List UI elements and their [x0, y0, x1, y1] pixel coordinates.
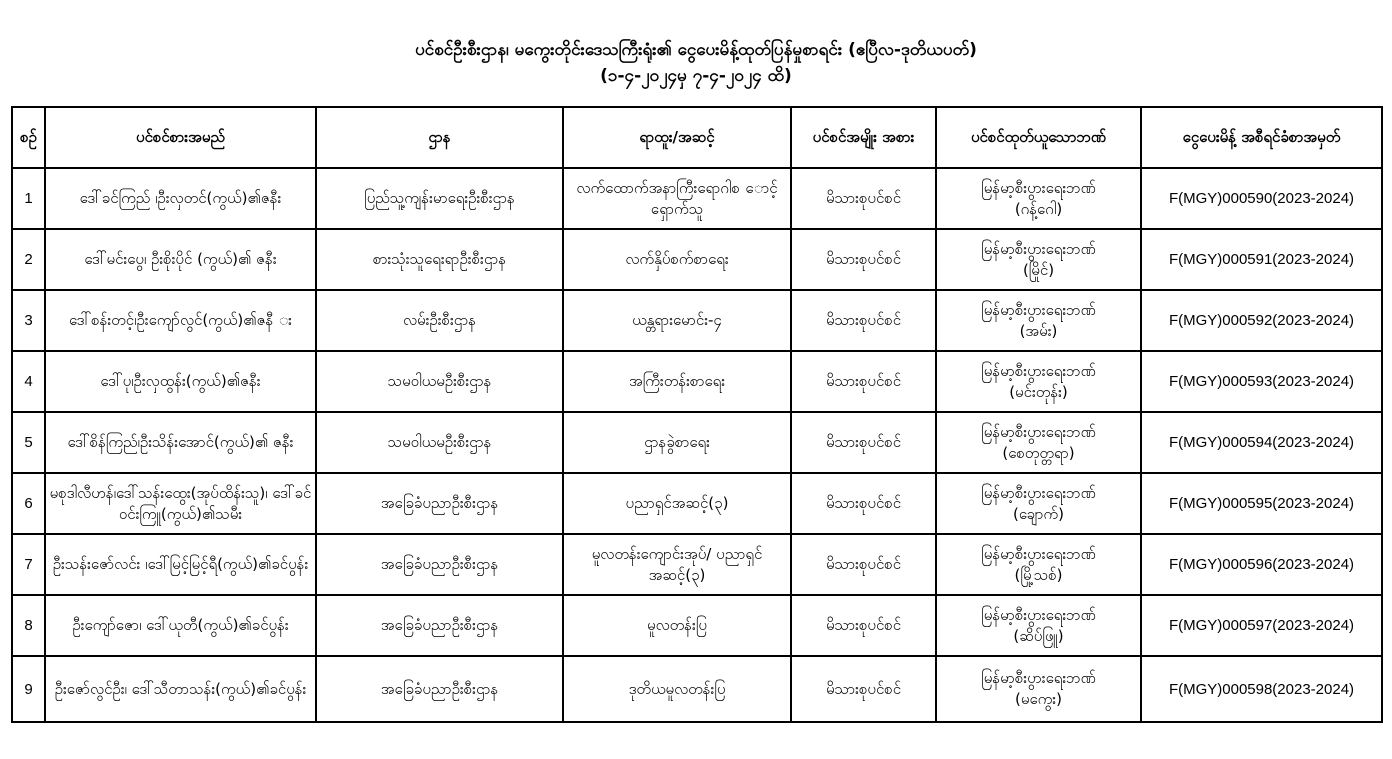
cell-rank: ယန္တရားမောင်း-၄: [563, 290, 791, 351]
header-pension-type: ပင်စင်အမျိုး အစား: [791, 107, 936, 168]
cell-rank: ဌာနခွဲစာရေး: [563, 412, 791, 473]
cell-rank: မူလတန်းပြ: [563, 595, 791, 656]
cell-pension-type: မိသားစုပင်စင်: [791, 229, 936, 290]
table-row: [12, 351, 1382, 412]
table-row: [12, 168, 1382, 229]
cell-rank: ပညာရှင်အဆင့်(၃): [563, 473, 791, 534]
cell-pension-type: မိသားစုပင်စင်: [791, 595, 936, 656]
cell-order-number: F(MGY)000590(2023-2024): [1141, 168, 1382, 229]
cell-bank: [936, 168, 1141, 229]
document-title-line-2: (၁-၄-၂၀၂၄မှ ၇-၄-၂၀၂၄ ထိ): [600, 66, 792, 86]
bank-branch: (မင်းတုန်း): [1009, 382, 1068, 401]
cell-rank: ဒုတိယမူလတန်းပြ: [563, 656, 791, 722]
bank-branch: (မြိုင်): [1022, 260, 1055, 279]
cell-serial: 5: [12, 412, 45, 473]
cell-pensioner-name: ဒေါ်ပု၊ဦးလှထွန်း(ကွယ်)၏ဇနီး: [45, 351, 316, 412]
cell-department: လမ်းဦးစီးဌာန: [316, 290, 563, 351]
header-department: ဌာန: [316, 107, 563, 168]
cell-bank: [936, 229, 1141, 290]
cell-department: အခြေခံပညာဦးစီးဌာန: [316, 534, 563, 595]
table-row: [12, 290, 1382, 351]
cell-pension-type: မိသားစုပင်စင်: [791, 351, 936, 412]
header-bank: ပင်စင်ထုတ်ယူသောဘဏ်: [936, 107, 1141, 168]
cell-order-number: F(MGY)000595(2023-2024): [1141, 473, 1382, 534]
bank-name: မြန်မာ့စီးပွားရေးဘဏ်: [981, 669, 1096, 687]
pension-order-table: [11, 106, 1383, 723]
cell-serial: 8: [12, 595, 45, 656]
bank-branch: (ချောက်): [1013, 504, 1064, 523]
cell-department: အခြေခံပညာဦးစီးဌာန: [316, 473, 563, 534]
cell-pension-type: မိသားစုပင်စင်: [791, 656, 936, 722]
cell-bank: [936, 534, 1141, 595]
cell-department: သမဝါယမဦးစီးဌာန: [316, 351, 563, 412]
cell-pensioner-name: ဦးသန်းဇော်လင်း ၊ဒေါ်မြင့်မြင့်ရီ(ကွယ်)၏ခင်ပွန်း: [45, 534, 316, 595]
table-row: [12, 473, 1382, 534]
table-header-row: [12, 107, 1382, 168]
cell-pensioner-name: ဒေါ်စန်းတင့်၊ဦးကျော်လွင်(ကွယ်)၏ဇနီ း: [45, 290, 316, 351]
cell-bank: [936, 351, 1141, 412]
cell-order-number: F(MGY)000597(2023-2024): [1141, 595, 1382, 656]
document-title: [0, 37, 1392, 89]
cell-serial: 6: [12, 473, 45, 534]
cell-department: သမဝါယမဦးစီးဌာန: [316, 412, 563, 473]
cell-pension-type: မိသားစုပင်စင်: [791, 290, 936, 351]
cell-pensioner-name: ဒေါ်စိန်ကြည်၊ဦးသိန်းအောင်(ကွယ်)၏ ဇနီး: [45, 412, 316, 473]
table-row: [12, 595, 1382, 656]
bank-branch: (ဆိပ်ဖြူ): [1013, 626, 1064, 645]
table-row: [12, 534, 1382, 595]
cell-department: အခြေခံပညာဦးစီးဌာန: [316, 595, 563, 656]
cell-serial: 2: [12, 229, 45, 290]
bank-branch: (မကွေး): [1015, 690, 1062, 708]
cell-order-number: F(MGY)000591(2023-2024): [1141, 229, 1382, 290]
bank-name: မြန်မာ့စီးပွားရေးဘဏ်: [981, 605, 1096, 624]
table-row: [12, 412, 1382, 473]
table-row: [12, 229, 1382, 290]
cell-serial: 3: [12, 290, 45, 351]
cell-rank: လက်နှိပ်စက်စာရေး: [563, 229, 791, 290]
bank-branch: (မြို့သစ်): [1014, 565, 1063, 584]
bank-name: မြန်မာ့စီးပွားရေးဘဏ်: [981, 361, 1096, 380]
cell-rank: မူလတန်းကျောင်းအုပ်/ ပညာရှင်အဆင့်(၃): [563, 534, 791, 595]
cell-department: အခြေခံပညာဦးစီးဌာန: [316, 656, 563, 722]
cell-rank: အကြီးတန်းစာရေး: [563, 351, 791, 412]
cell-bank: [936, 656, 1141, 722]
header-order-number: ငွေပေးမိန့် အစီရင်ခံစာအမှတ်: [1141, 107, 1382, 168]
cell-pensioner-name: ဒေါ်ခင်ကြည် ၊ဦးလှတင်(ကွယ်)၏ဇနီး: [45, 168, 316, 229]
bank-branch: (အမ်း): [1019, 321, 1058, 340]
cell-order-number: F(MGY)000592(2023-2024): [1141, 290, 1382, 351]
cell-order-number: F(MGY)000596(2023-2024): [1141, 534, 1382, 595]
cell-order-number: F(MGY)000593(2023-2024): [1141, 351, 1382, 412]
cell-pension-type: မိသားစုပင်စင်: [791, 534, 936, 595]
document-title-line-1: ပင်စင်ဦးစီးဌာန၊ မကွေးတိုင်းဒေသကြီးရုံး၏ ငွေပေးမိန့်ထုတ်ပြန်မှုစာရင်း (ဧပြီလ-ဒုတိယပတ်): [415, 40, 977, 60]
table-body: [12, 168, 1382, 722]
bank-name: မြန်မာ့စီးပွားရေးဘဏ်: [981, 300, 1096, 319]
cell-pensioner-name: မစုဒါလီဟန်၊ဒေါ်သန်းထွေး(အုပ်ထိန်းသူ)၊ ဒေါ်ခင်ဝင်းကြူ(ကွယ်)၏သမီး: [45, 473, 316, 534]
cell-bank: [936, 412, 1141, 473]
bank-name: မြန်မာ့စီးပွားရေးဘဏ်: [981, 239, 1096, 258]
cell-pension-type: မိသားစုပင်စင်: [791, 473, 936, 534]
cell-bank: [936, 595, 1141, 656]
cell-pensioner-name: ဒေါ်မင်းပွေ၊ ဦးစိုးပိုင် (ကွယ်)၏ ဇနီး: [45, 229, 316, 290]
cell-rank: လက်ထောက်အနာကြီးရောဂါစ ောင့်ရှောက်သူ: [563, 168, 791, 229]
header-serial: စဉ်: [12, 107, 45, 168]
cell-order-number: F(MGY)000594(2023-2024): [1141, 412, 1382, 473]
bank-name: မြန်မာ့စီးပွားရေးဘဏ်: [981, 544, 1096, 563]
bank-name: မြန်မာ့စီးပွားရေးဘဏ်: [981, 178, 1096, 197]
cell-pension-type: မိသားစုပင်စင်: [791, 168, 936, 229]
bank-name: မြန်မာ့စီးပွားရေးဘဏ်: [981, 422, 1096, 441]
cell-serial: 4: [12, 351, 45, 412]
table-row: [12, 656, 1382, 722]
bank-branch: (ဂန့်ဂေါ): [1014, 199, 1063, 218]
cell-department: စားသုံးသူရေးရာဦးစီးဌာန: [316, 229, 563, 290]
cell-department: ပြည်သူ့ကျန်းမာရေးဦးစီးဌာန: [316, 168, 563, 229]
bank-branch: (စေတုတ္တရာ): [1002, 443, 1075, 462]
header-pensioner-name: ပင်စင်စားအမည်: [45, 107, 316, 168]
cell-bank: [936, 290, 1141, 351]
cell-pension-type: မိသားစုပင်စင်: [791, 412, 936, 473]
cell-serial: 7: [12, 534, 45, 595]
header-rank: ရာထူး/အဆင့်: [563, 107, 791, 168]
cell-pensioner-name: ဦးဇော်လွင်ဦး၊ ဒေါ်သီတာသန်း(ကွယ်)၏ခင်ပွန်း: [45, 656, 316, 722]
cell-bank: [936, 473, 1141, 534]
cell-pensioner-name: ဦးကျော်ဇော၊ ဒေါ်ယုတီ(ကွယ်)၏ခင်ပွန်း: [45, 595, 316, 656]
cell-serial: 1: [12, 168, 45, 229]
cell-serial: 9: [12, 656, 45, 722]
cell-order-number: F(MGY)000598(2023-2024): [1141, 656, 1382, 722]
bank-name: မြန်မာ့စီးပွားရေးဘဏ်: [981, 483, 1096, 502]
